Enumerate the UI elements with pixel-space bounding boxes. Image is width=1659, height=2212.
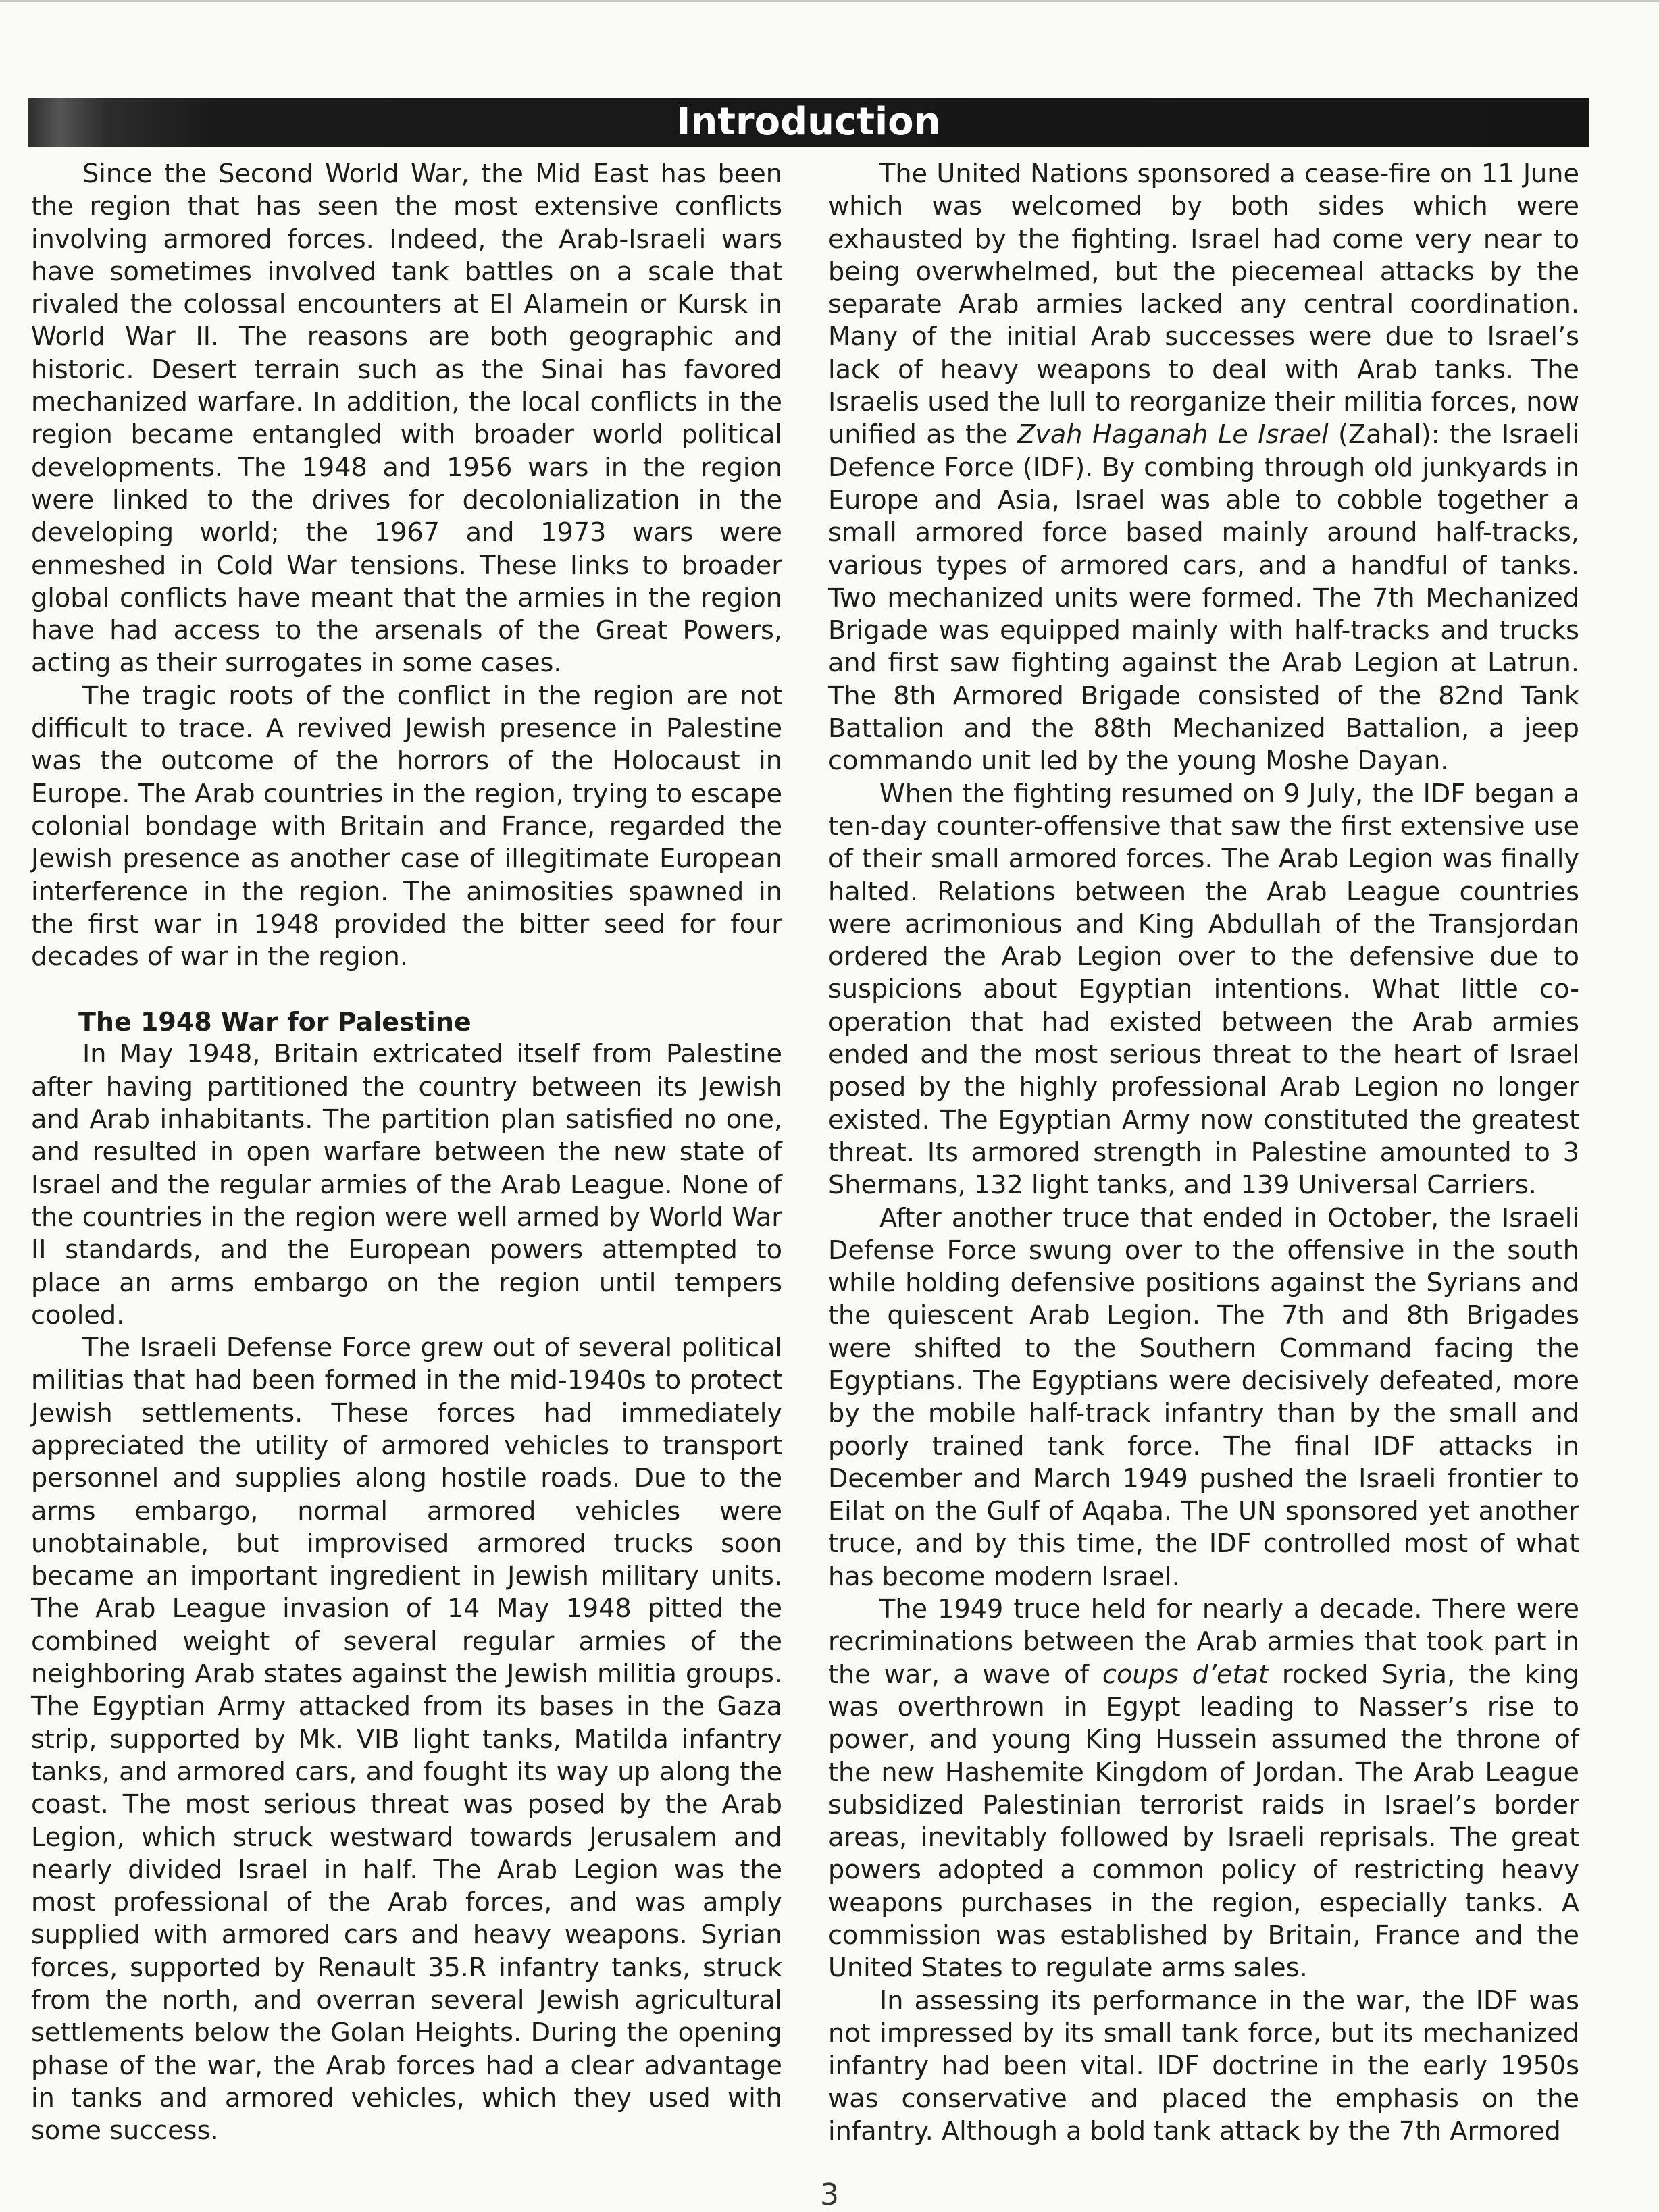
paragraph: The tragic roots of the conflict in the region are not difficult to trace. A revived Jewish presence in Palestine was the outcome of the horrors of the Holocaust in Europe. The Arab countries in the region, trying to escape colonial bondage with Britain and France, regarded the Jewish presence as another case of illegitimate European interference in the region. The animosities spawned in the first war in 1948 provided the bitter seed for four decades of war in the region.	[31, 681, 782, 973]
paragraph: In assessing its performance in the war, the IDF was not impressed by its small tank force, but its mechanized infantry had been vital. IDF doctrine in the early 1950s was conservative and placed the emphasis on the infantry. Although a bold tank attack by the 7th Armored	[828, 1986, 1579, 2146]
paragraph	[828, 158, 1579, 778]
text-run: The 1949 truce held for nearly a decade. There were recriminations between the Arab armies that took part in the war, a wave of	[828, 1595, 1579, 1690]
paragraph: In May 1948, Britain extricated itself from Palestine after having partitioned the country between its Jewish and Arab inhabitants. The partition plan satisfied no one, and resulted in open warfare between the new state of Israel and the regular armies of the Arab League. None of the countries in the region were well armed by World War II standards, and the European powers attempted to place an arms embargo on the region until tempers cooled.	[31, 1039, 782, 1331]
paragraph: When the fighting resumed on 9 July, the IDF began a ten-day counter-offensive that saw the first extensive use of their small armored forces. The Arab Legion was finally halted. Relations between the Arab League countries were acrimonious and King Abdullah of the Transjordan ordered the Arab Legion over to the defensive due to suspicions about Egyptian intentions. What little co-operation that had existed between the Arab armies ended and the most serious threat to the heart of Israel posed by the highly professional Arab Legion no longer existed. The Egyptian Army now constituted the greatest threat. Its armored strength in Palestine amounted to 3 Shermans, 132 light tanks, and 139 Universal Carriers.	[828, 779, 1579, 1201]
right-column	[828, 158, 1579, 2148]
left-column	[31, 158, 782, 2148]
text-run: (Zahal): the Israeli Defence Force (IDF). By combing through old junkyards in Europe and Asia, Israel was able to cobble together a small armored force based mainly around half-tracks, various types of armored cars, and a handful of tanks. Two mechanized units were formed. The 7th Mechanized Brigade was equipped mainly with half-tracks and trucks and first saw fighting against the Arab Legion at Latrun. The 8th Armored Brigade consisted of the 82nd Tank Battalion and the 88th Mechanized Battalion, a jeep commando unit led by the young Moshe Dayan.	[828, 420, 1580, 777]
top-rule	[0, 0, 1659, 7]
italic-term: coups d’etat	[1102, 1660, 1269, 1690]
italic-term: Zvah Haganah Le Israel	[1017, 420, 1329, 451]
paragraph: The Israeli Defense Force grew out of several political militias that had been formed in the mid-1940s to protect Jewish settlements. These forces had immediately appreciated the utility of armored vehicles to transport personnel and supplies along hostile roads. Due to the arms embargo, normal armored vehicles were unobtainable, but improvised armored trucks soon became an important ingredient in Jewish military units. The Arab League invasion of 14 May 1948 pitted the combined weight of several regular armies of the neighboring Arab states against the Jewish militia groups. The Egyptian Army attacked from its bases in the Gaza strip, supported by Mk. VIB light tanks, Matilda infantry tanks, and armored cars, and fought its way up along the coast. The most serious threat was posed by the Arab Legion, which struck westward towards Jerusalem and nearly divided Israel in half. The Arab Legion was the most professional of the Arab forces, and was amply supplied with armored cars and heavy weapons. Syrian forces, supported by Renault 35.R infantry tanks, struck from the north, and overran several Jewish agricultural settlements below the Golan Heights. During the opening phase of the war, the Arab forces had a clear advantage in tanks and armored vehicles, which they used with some success.	[31, 1333, 782, 2146]
section-heading: The 1948 War for Palestine	[78, 1007, 471, 1037]
section-header-bar	[28, 98, 1589, 147]
paragraph	[828, 1593, 1579, 1985]
paragraph: Since the Second World War, the Mid East has been the region that has seen the most extensive conflicts involving armored forces. Indeed, the Arab-Israeli wars have sometimes involved tank battles on a scale that rivaled the colossal encounters at El Alamein or Kursk in World War II. The reasons are both geographic and historic. Desert terrain such as the Sinai has favored mechanized warfare. In addition, the local conflicts in the region became entangled with broader world political developments. The 1948 and 1956 wars in the region were linked to the drives for decolonialization in the developing world; the 1967 and 1973 wars were enmeshed in Cold War tensions. These links to broader global conflicts have meant that the armies in the region have had access to the arsenals of the Great Powers, acting as their surrogates in some cases.	[31, 159, 782, 679]
text-run: The United Nations sponsored a cease-fire on 11 June which was welcomed by both sides which were exhausted by the fighting. Israel had come very near to being overwhelmed, but the piecemeal attacks by the separate Arab armies lacked any central coordination. Many of the initial Arab successes were due to Israel’s lack of heavy weapons to deal with Arab tanks. The Israelis used the lull to reorganize their militia forces, now unified as the	[828, 159, 1579, 451]
paragraph: After another truce that ended in October, the Israeli Defense Force swung over to the offensive in the south while holding defensive positions against the Syrians and the quiescent Arab Legion. The 7th and 8th Brigades were shifted to the Southern Command facing the Egyptians. The Egyptians were decisively defeated, more by the mobile half-track infantry than by the small and poorly trained tank force. The final IDF attacks in December and March 1949 pushed the Israeli frontier to Eilat on the Gulf of Aqaba. The UN sponsored yet another truce, and by this time, the IDF controlled most of what has become modern Israel.	[828, 1203, 1579, 1592]
text-run: rocked Syria, the king was overthrown in Egypt leading to Nasser’s rise to power, and young King Hussein assumed the throne of the new Hashemite Kingdom of Jordan. The Arab League subsidized Palestinian terrorist raids in Israel’s border areas, inevitably followed by Israeli reprisals. The great powers adopted a common policy of restricting heavy weapons purchases in the region, especially tanks. A commission was established by Britain, France and the United States to regulate arms sales.	[828, 1660, 1579, 1984]
page-number: 3	[820, 2178, 839, 2212]
page-title: Introduction	[676, 100, 941, 144]
